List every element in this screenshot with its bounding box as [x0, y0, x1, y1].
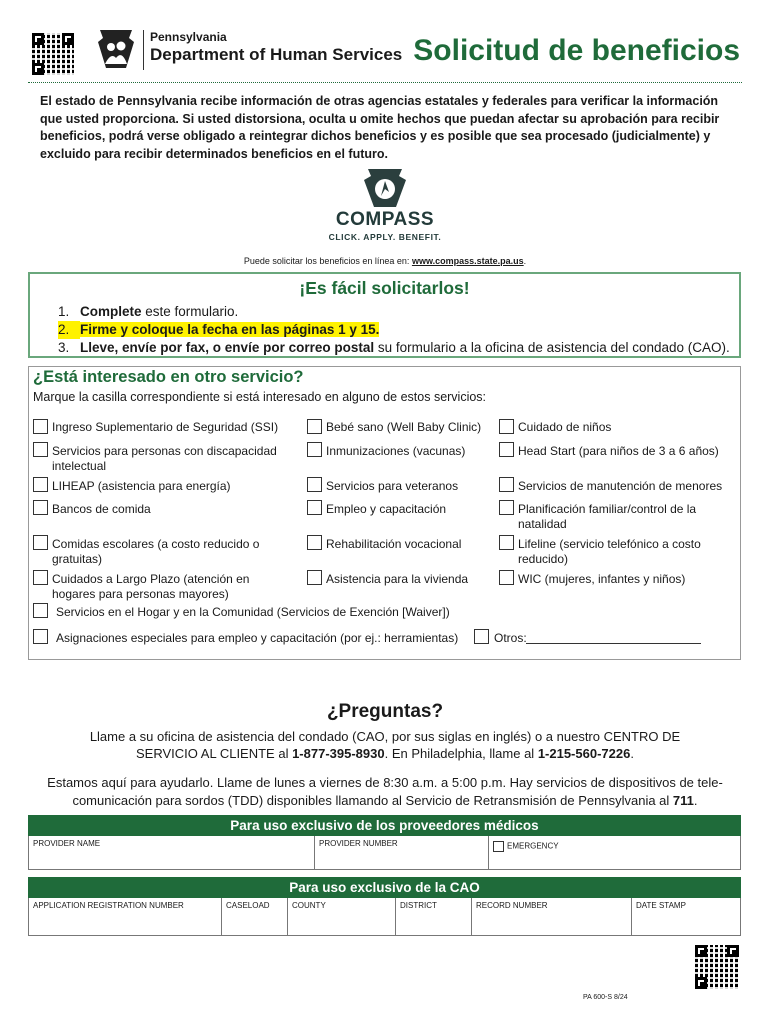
- checkbox-veterans[interactable]: [307, 477, 322, 492]
- emergency-field: EMERGENCY: [488, 836, 740, 869]
- checkbox-head-start[interactable]: [499, 442, 514, 457]
- label-vocational-rehab: Rehabilitación vocacional: [326, 537, 462, 551]
- questions-heading: ¿Preguntas?: [326, 701, 444, 722]
- compass-url-link[interactable]: www.compass.state.pa.us: [411, 256, 524, 266]
- provider-name-field[interactable]: PROVIDER NAME: [33, 839, 101, 848]
- checkbox-other[interactable]: [474, 629, 489, 644]
- label-other: Otros:: [494, 631, 527, 645]
- checkbox-child-support[interactable]: [499, 477, 514, 492]
- steps-list: [58, 303, 739, 357]
- easy-steps-box: [28, 272, 741, 358]
- agency-name: [150, 30, 402, 65]
- checkbox-school-meals[interactable]: [33, 535, 48, 550]
- label-well-baby: Bebé sano (Well Baby Clinic): [326, 420, 482, 434]
- step-item: 3. Lleve, envíe por fax, o envíe por correo postal su formulario a la oficina de asistencia del condado (CAO).: [58, 340, 730, 355]
- relay-number: 711: [672, 793, 694, 808]
- cao-row: [28, 898, 741, 936]
- application-registration-field[interactable]: APPLICATION REGISTRATION NUMBER: [33, 901, 184, 910]
- pa-keystone-logo-icon: [96, 28, 136, 70]
- checkbox-waiver[interactable]: [33, 603, 48, 618]
- label-ssi: Ingreso Suplementario de Seguridad (SSI): [52, 420, 279, 434]
- questions-line-2: SERVICIO AL CLIENTE al 1-877-395-8930. En Philadelphia, llame al 1-215-560-7226.: [136, 746, 634, 761]
- caseload-field[interactable]: CASELOAD: [221, 898, 287, 935]
- step-item: 1. Complete este formulario.: [58, 304, 239, 319]
- services-instructions: Marque la casilla correspondiente si está interesado en alguno de estos servicios:: [33, 390, 487, 404]
- label-school-meals: Comidas escolares (a costo reducido o gratuitas): [52, 537, 260, 566]
- district-field[interactable]: DISTRICT: [395, 898, 471, 935]
- county-field[interactable]: COUNTY: [287, 898, 395, 935]
- label-head-start: Head Start (para niños de 3 a 6 años): [518, 444, 719, 458]
- label-child-care: Cuidado de niños: [518, 420, 612, 434]
- questions-line-4: comunicación para sordos (TDD) disponibles llamando al Servicio de Retransmisión de Pennsylvania al 711.: [72, 793, 698, 808]
- provider-row: [28, 836, 741, 870]
- label-special-allowances: Asignaciones especiales para empleo y capacitación (por ej.: herramientas): [56, 631, 459, 645]
- checkbox-liheap[interactable]: [33, 477, 48, 492]
- checkbox-intellectual-disability[interactable]: [33, 442, 48, 457]
- label-lifeline: Lifeline (servicio telefónico a costo reducido): [518, 537, 701, 566]
- services-box: [28, 366, 741, 660]
- philadelphia-phone: 1-215-560-7226: [537, 746, 631, 761]
- questions-line-1: Llame a su oficina de asistencia del condado (CAO, por sus siglas en inglés) o a nuestro CENTRO DE: [89, 729, 681, 744]
- checkbox-long-term-care[interactable]: [33, 570, 48, 585]
- cao-section-bar: Para uso exclusivo de la CAO: [28, 877, 741, 898]
- checkbox-well-baby[interactable]: [307, 419, 322, 434]
- label-employment-training: Empleo y capacitación: [326, 502, 447, 516]
- intro-text: El estado de Pennsylvania recibe información de otras agencias estatales y federales para verificar la información que usted proporciona. Si usted distorsiona, oculta u omite hechos que puedan afectar su aprobación para recibir beneficios, podrá verse obligado a reintegrar dichos beneficios y es posible que sea procesado (judicialmente) y excluido para recibir determinados beneficios en el futuro.: [40, 94, 720, 161]
- checkbox-immunizations[interactable]: [307, 442, 322, 457]
- label-housing: Asistencia para la vivienda: [326, 572, 469, 586]
- header-rule: [28, 82, 742, 83]
- label-veterans: Servicios para veteranos: [326, 479, 459, 493]
- checkbox-vocational-rehab[interactable]: [307, 535, 322, 550]
- step-item: 2. Firme y coloque la fecha en las páginas 1 y 15.: [58, 322, 380, 337]
- provider-section-bar: Para uso exclusivo de los proveedores médicos: [28, 815, 741, 836]
- label-waiver: Servicios en el Hogar y en la Comunidad (Servicios de Exención [Waiver]): [56, 605, 450, 619]
- date-stamp-field[interactable]: DATE STAMP: [631, 898, 740, 935]
- label-liheap: LIHEAP (asistencia para energía): [52, 479, 231, 493]
- label-intellectual-disability: Servicios para personas con discapacidad intelectual: [52, 444, 277, 473]
- online-prefix: Puede solicitar los beneficios en línea en:: [243, 256, 412, 266]
- qr-code: [32, 33, 74, 75]
- online-apply-note: [0, 256, 770, 266]
- compass-keystone-icon: [362, 168, 408, 208]
- form-number: PA 600-S 8/24: [583, 994, 628, 1001]
- questions-line-3: Estamos aquí para ayudarlo. Llame de lunes a viernes de 8:30 a.m. a 5:00 p.m. Hay servicios de dispositivos de tele-: [47, 775, 723, 790]
- checkbox-housing[interactable]: [307, 570, 322, 585]
- label-immunizations: Inmunizaciones (vacunas): [326, 444, 466, 458]
- label-wic: WIC (mujeres, infantes y niños): [518, 572, 686, 586]
- checkbox-child-care[interactable]: [499, 419, 514, 434]
- label-child-support: Servicios de manutención de menores: [518, 479, 723, 493]
- online-suffix: .: [523, 256, 527, 266]
- compass-tagline: CLICK. APPLY. BENEFIT.: [328, 232, 442, 242]
- checkbox-emergency[interactable]: [493, 841, 504, 852]
- checkbox-ssi[interactable]: [33, 419, 48, 434]
- checkbox-employment-training[interactable]: [307, 500, 322, 515]
- checkbox-food-banks[interactable]: [33, 500, 48, 515]
- checkbox-wic[interactable]: [499, 570, 514, 585]
- checkbox-special-allowances[interactable]: [33, 629, 48, 644]
- checkbox-lifeline[interactable]: [499, 535, 514, 550]
- compass-logo-text: COMPASS: [335, 209, 435, 230]
- label-long-term-care: Cuidados a Largo Plazo (atención en hogares para personas mayores): [52, 572, 250, 601]
- agency-state: Pennsylvania: [150, 30, 227, 44]
- services-heading: ¿Está interesado en otro servicio?: [33, 368, 304, 386]
- qr-code-bottom: [695, 945, 739, 989]
- header-divider: [143, 30, 144, 70]
- easy-heading: ¡Es fácil solicitarlos!: [299, 278, 470, 298]
- customer-service-phone: 1-877-395-8930: [292, 746, 385, 761]
- page-title: Solicitud de beneficios: [413, 34, 740, 67]
- record-number-field[interactable]: RECORD NUMBER: [471, 898, 631, 935]
- provider-number-field[interactable]: PROVIDER NUMBER: [314, 836, 488, 869]
- label-family-planning: Planificación familiar/control de la natalidad: [518, 502, 697, 531]
- other-input-line[interactable]: [526, 643, 701, 644]
- checkbox-family-planning[interactable]: [499, 500, 514, 515]
- agency-department: Department of Human Services: [150, 45, 403, 64]
- label-food-banks: Bancos de comida: [52, 502, 151, 516]
